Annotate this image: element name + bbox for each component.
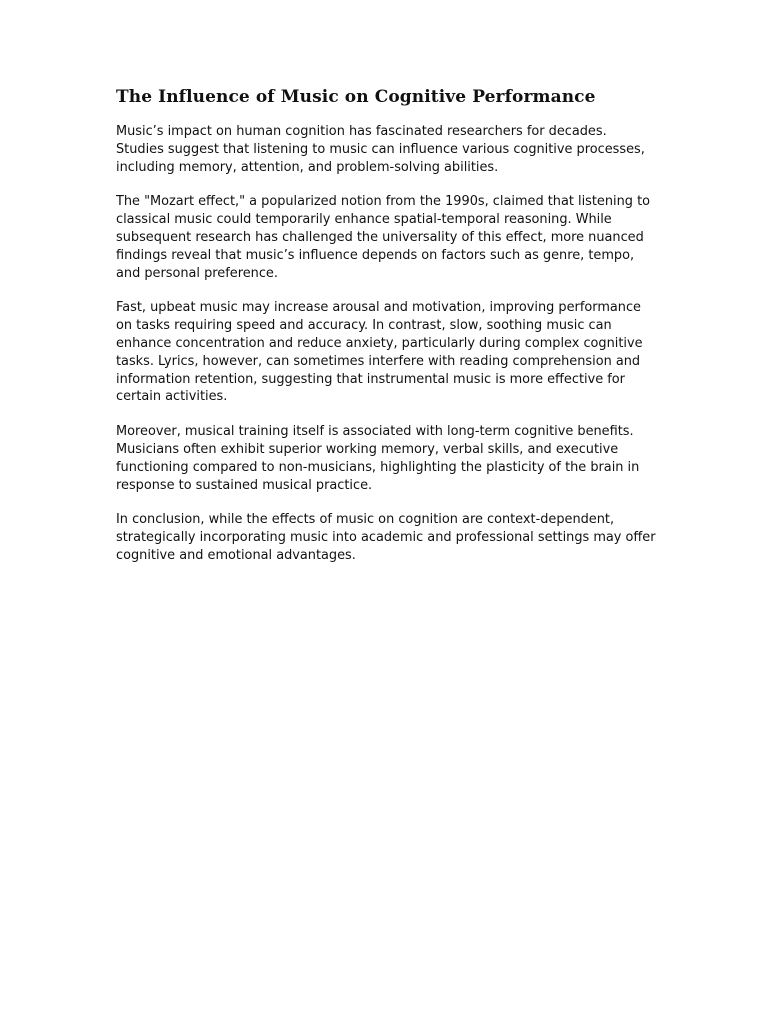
document-page — [116, 86, 656, 582]
paragraph-mozart-effect: The "Mozart effect," a popularized notion from the 1990s, claimed that listening to classical music could temporarily enhance spatial-temporal reasoning. While subsequent research has challenged the universality of this effect, more nuanced findings reveal that music’s influence depends on factors such as genre, tempo, and personal preference. — [116, 194, 651, 281]
document-title: The Influence of Music on Cognitive Performance — [116, 87, 596, 107]
paragraph-intro: Music’s impact on human cognition has fascinated researchers for decades. Studies suggest that listening to music can influence various cognitive processes, including memory, attention, and problem-solving abilities. — [116, 124, 645, 175]
paragraph-conclusion: In conclusion, while the effects of music on cognition are context-dependent, strategically incorporating music into academic and professional settings may offer cognitive and emotional advantages. — [116, 512, 656, 563]
paragraph-musical-training: Moreover, musical training itself is associated with long-term cognitive benefits. Musicians often exhibit superior working memory, verbal skills, and executive functioning compared to non-musicians, highlighting the plasticity of the brain in response to sustained musical practice. — [116, 424, 640, 493]
paragraph-tempo-lyrics: Fast, upbeat music may increase arousal and motivation, improving performance on tasks requiring speed and accuracy. In contrast, slow, soothing music can enhance concentration and reduce anxiety, particularly during complex cognitive tasks. Lyrics, however, can sometimes interfere with reading comprehension and information retention, suggesting that instrumental music is more effective for certain activities. — [116, 300, 643, 405]
